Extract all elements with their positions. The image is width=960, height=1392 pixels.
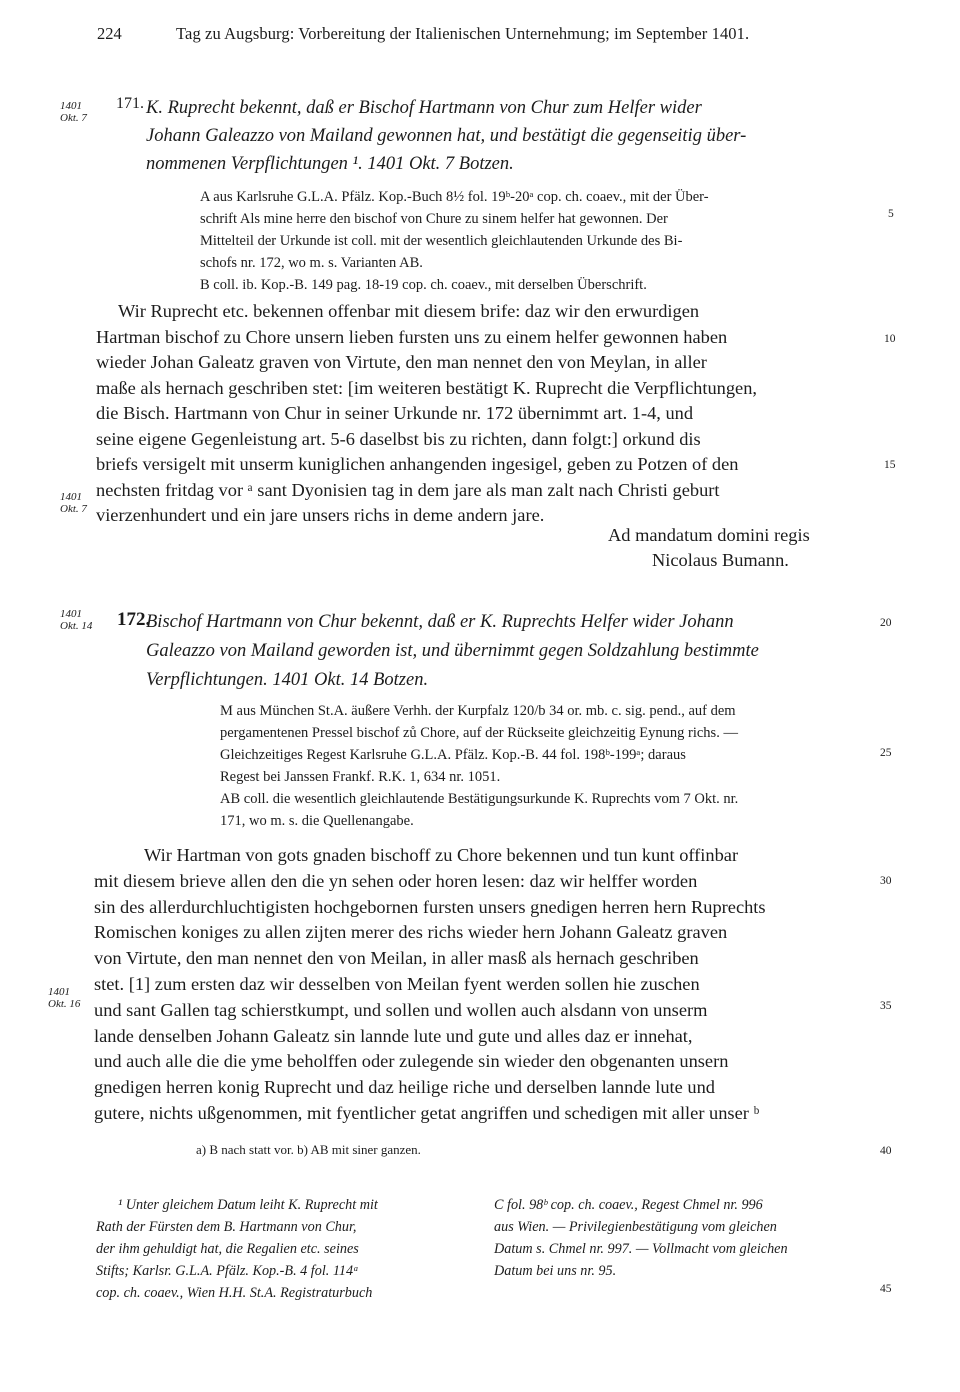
document-text: [96, 299, 757, 529]
footnote-line: Datum bei uns nr. 95.: [494, 1263, 617, 1279]
document-title: [146, 122, 746, 178]
apparatus-line: Mittelteil der Urkunde ist coll. mit der wesentlich gleichlautenden Urkunde des Bi-: [200, 233, 683, 249]
line-number: 45: [880, 1283, 892, 1295]
running-title: Tag zu Augsburg: Vorbereitung der Italienischen Unternehmung; im September 1401.: [176, 24, 750, 43]
text-line: von Virtute, den man nennet den von Meilan, in aller masß als hernach geschriben: [94, 948, 699, 969]
title-line: nommenen Verpflichtungen ¹. 1401 Okt. 7 Botzen.: [146, 154, 514, 174]
source-apparatus: [220, 700, 738, 832]
signature: [608, 523, 810, 573]
footnote-column-right: [494, 1194, 788, 1282]
footnote-line: Stifts; Karlsr. G.L.A. Pfälz. Kop.-B. 4 fol. 114ᵃ: [96, 1263, 359, 1279]
text-line: Romischen koniges zu allen zijten merer des richs wieder hern Johann Galeatz graven: [94, 922, 728, 943]
apparatus-line: M aus München St.A. äußere Verhh. der Kurpfalz 120/b 34 or. mb. c. sig. pend., auf dem: [220, 703, 736, 719]
line-number: 5: [888, 208, 894, 220]
apparatus-line: Regest bei Janssen Frankf. R.K. 1, 634 nr. 1051.: [220, 769, 501, 785]
line-number: 10: [884, 333, 896, 345]
page-number: 224: [97, 24, 122, 43]
title-line: Johann Galeazzo von Mailand gewonnen hat, und bestätigt die gegenseitig über-: [146, 126, 747, 146]
text-line: nechsten fritdag vor ᵃ sant Dyonisien tag in dem jare als man zalt nach Christi geburt: [96, 479, 720, 500]
margin-date: 1401 Okt. 16: [48, 986, 81, 1010]
text-line: sin des allerdurchluchtigisten hochgebornen fursten unsers gnedigen herren hern Ruprechts: [94, 896, 766, 917]
line-number: 35: [880, 1000, 892, 1012]
line-number: 20: [880, 617, 892, 629]
footnote-line: cop. ch. coaev., Wien H.H. St.A. Registraturbuch: [96, 1285, 373, 1301]
document-title: [146, 608, 759, 695]
footnote-line: Rath der Fürsten dem B. Hartmann von Chur,: [96, 1219, 357, 1235]
apparatus-line: pergamentenen Pressel bischof zů Chore, auf der Rückseite gleichzeitig Eynung richs. —: [220, 725, 738, 741]
text-line: Wir Hartman von gots gnaden bischoff zu Chore bekennen und tun kunt offinbar: [144, 845, 739, 865]
title-line: Verpflichtungen. 1401 Okt. 14 Botzen.: [146, 670, 429, 690]
text-line: Hartman bischof zu Chore unsern lieben fursten uns zu einem helfer gewonnen haben: [96, 326, 728, 347]
text-line: mit diesem brieve allen den die yn sehen oder horen lesen: daz wir helffer worden: [94, 870, 698, 891]
apparatus-line: schrift Als mine herre den bischof von Chure zu sinem helfer hat gewonnen. Der: [200, 211, 668, 227]
apparatus-line: Gleichzeitiges Regest Karlsruhe G.L.A. Pfälz. Kop.-B. 44 fol. 198ᵇ-199ᵃ; daraus: [220, 747, 686, 763]
line-number: 25: [880, 747, 892, 759]
line-number: 40: [880, 1145, 892, 1157]
text-line: und sant Gallen tag schierstkumpt, und sollen und wollen auch alsdann von unserm: [94, 999, 708, 1020]
text-line: und auch alle die die yme beholffen oder zulegende sin wieder den obgenanten unsern: [94, 1051, 729, 1072]
text-line: gnedigen herren konig Ruprecht und daz heilige riche und derselben lannde lute und: [94, 1077, 715, 1098]
entry-number: 172.: [117, 609, 151, 630]
footnote-column-left: [96, 1194, 378, 1304]
source-apparatus: [200, 186, 709, 296]
signature-line: Ad mandatum domini regis: [608, 525, 810, 545]
text-line: briefs versigelt mit unserm kuniglichen anhangenden ingesigel, geben zu Potzen of den: [96, 454, 739, 474]
text-line: vierzenhundert und ein jare unsers richs in deme andern jare.: [96, 505, 545, 525]
apparatus-line: A aus Karlsruhe G.L.A. Pfälz. Kop.-Buch 8½ fol. 19ᵇ-20ᵃ cop. ch. coaev., mit der Über-: [200, 189, 709, 205]
margin-date: 1401 Okt. 7: [60, 491, 87, 515]
apparatus-line: schofs nr. 172, wo m. s. Varianten AB.: [200, 255, 423, 271]
apparatus-line: AB coll. die wesentlich gleichlautende Bestätigungsurkunde K. Ruprechts vom 7 Okt. nr.: [220, 791, 739, 807]
margin-date: 1401 Okt. 14: [60, 608, 93, 632]
apparatus-line: 171, wo m. s. die Quellenangabe.: [220, 813, 414, 829]
text-line: Wir Ruprecht etc. bekennen offenbar mit diesem brife: daz wir den erwurdigen: [118, 301, 700, 321]
document-title: [146, 94, 702, 122]
text-line: wieder Johan Galeatz graven von Virtute, den man nennet den von Meylan, in aller: [96, 352, 707, 372]
margin-date: 1401 Okt. 7: [60, 100, 87, 124]
footnote-line: ¹ Unter gleichem Datum leiht K. Ruprecht mit: [118, 1197, 378, 1213]
footnote-line: C fol. 98ᵇ cop. ch. coaev., Regest Chmel nr. 996: [494, 1197, 763, 1213]
variant-notes: a) B nach statt vor. b) AB mit siner ganzen.: [196, 1142, 421, 1157]
footnote-line: Datum s. Chmel nr. 997. — Vollmacht vom gleichen: [494, 1241, 788, 1257]
entry-number: 171.: [116, 95, 144, 112]
title-line: Bischof Hartmann von Chur bekennt, daß er K. Ruprechts Helfer wider Johann: [146, 612, 734, 632]
title-line: Galeazzo von Mailand geworden ist, und übernimmt gegen Soldzahlung bestimmte: [146, 641, 759, 661]
signature-line: Nicolaus Bumann.: [652, 550, 789, 570]
text-line: lande denselben Johann Galeatz sin lannde lute und gute und alles daz er innehat,: [94, 1025, 693, 1046]
document-text: [94, 843, 766, 1127]
footnote-line: der ihm gehuldigt hat, die Regalien etc. seines: [96, 1241, 359, 1257]
apparatus-line: B coll. ib. Kop.-B. 149 pag. 18-19 cop. ch. coaev., mit derselben Überschrift.: [200, 277, 647, 293]
footnote-line: aus Wien. — Privilegienbestätigung vom gleichen: [494, 1219, 777, 1235]
text-line: die Bisch. Hartmann von Chur in seiner Urkunde nr. 172 übernimmt art. 1-4, und: [96, 403, 694, 423]
line-number: 15: [884, 459, 896, 471]
title-line: K. Ruprecht bekennt, daß er Bischof Hartmann von Chur zum Helfer wider: [146, 98, 702, 118]
text-line: seine eigene Gegenleistung art. 5-6 daselbst bis zu richten, dann folgt:] orkund dis: [96, 428, 701, 449]
text-line: stet. [1] zum ersten daz wir desselben von Meilan fyent werden sollen hie zuschen: [94, 973, 700, 994]
text-line: maße als hernach geschriben stet: [im weiteren bestätigt K. Ruprecht die Verpflichtungen,: [96, 377, 757, 398]
line-number: 30: [880, 875, 892, 887]
text-line: gutere, nichts ußgenommen, mit fyentlicher getat angriffen und schedigen mit aller unser ᵇ: [94, 1102, 760, 1123]
